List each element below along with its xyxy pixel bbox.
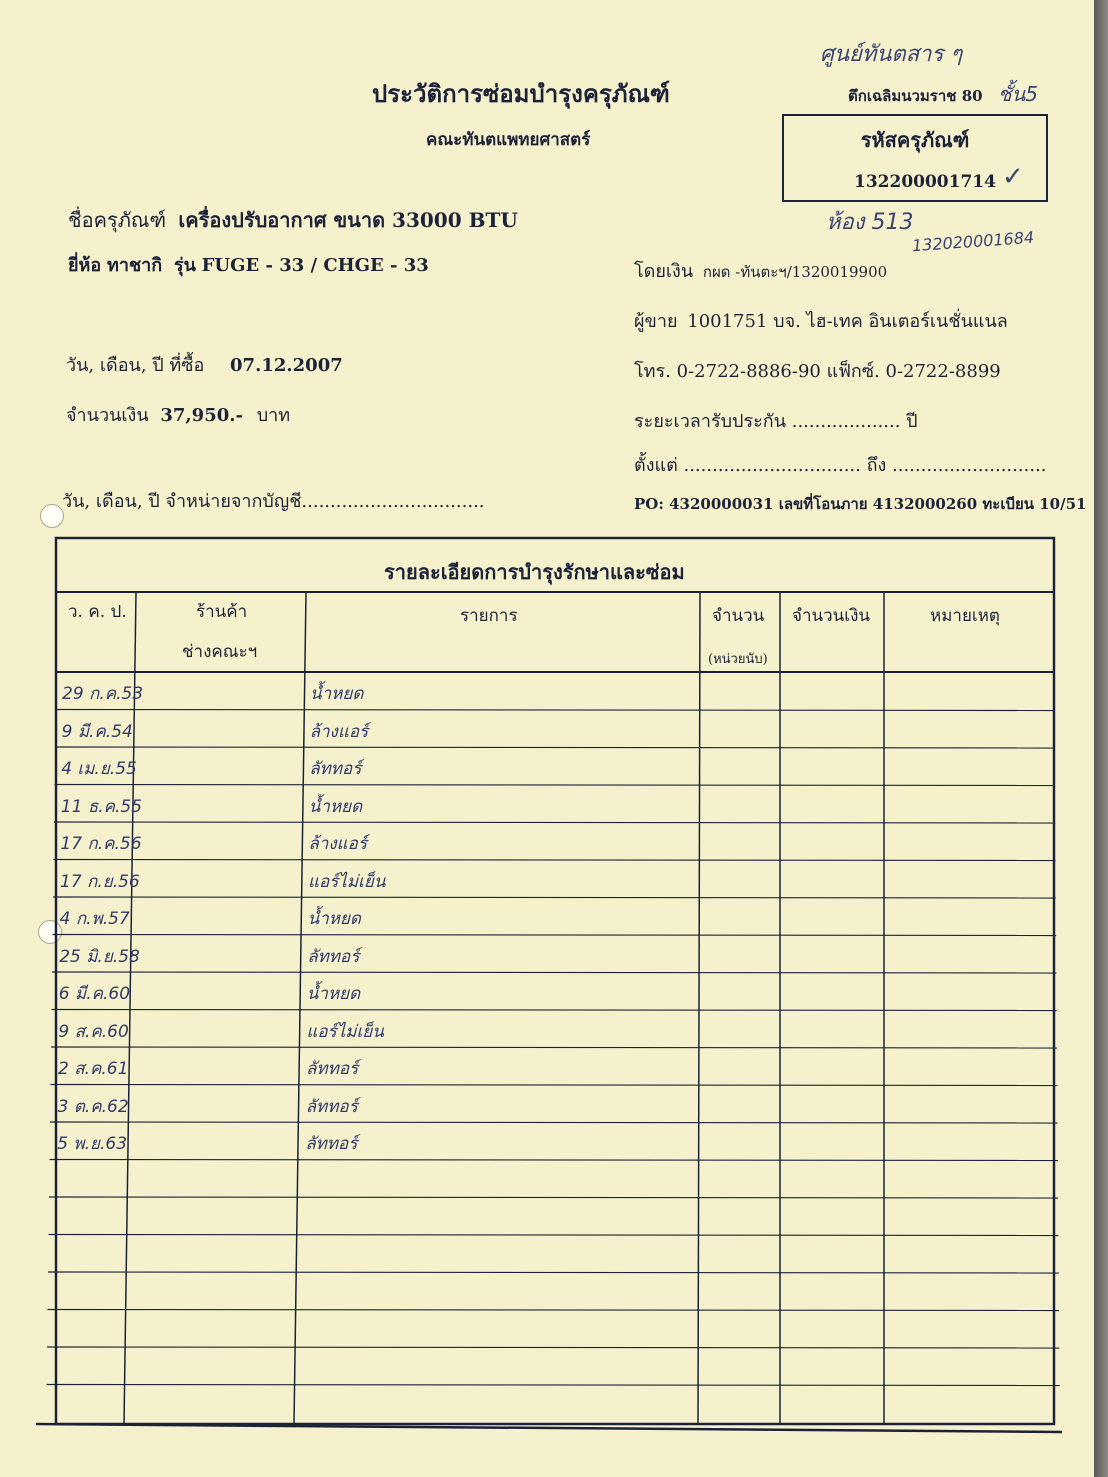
- purchase-date-value: 07.12.2007: [230, 355, 343, 376]
- po-line: PO: 4320000031 เลขที่โอนภาย 4132000260 ทะเบียน 10/51: [634, 495, 1087, 513]
- row-item: แอร์ไม่เย็น: [308, 871, 386, 892]
- purchase-date-label: วัน, เดือน, ปี ที่ซื้อ: [66, 355, 205, 376]
- seller-value: 1001751 บจ. ไฮ-เทค อินเตอร์เนชั่นแนล: [687, 311, 1008, 332]
- faculty-name: คณะทันตแพทยศาสตร์: [426, 130, 591, 150]
- table-row-line: [48, 1310, 1060, 1311]
- table-row-line: [47, 1385, 1060, 1386]
- row-date: 17 ก.ย.56: [60, 871, 140, 892]
- amount-label: จำนวนเงิน: [66, 405, 149, 426]
- row-date: 17 ก.ค.56: [60, 834, 142, 854]
- col-header-money: จำนวนเงิน: [792, 606, 871, 626]
- handwritten-room: ห้อง 513: [826, 210, 914, 235]
- table-row-line: [54, 860, 1056, 861]
- model-label: รุ่น: [173, 255, 196, 276]
- table-row-line: [54, 822, 1055, 823]
- table-row-line: [55, 747, 1055, 748]
- handwritten-floor: ชั้น5: [998, 82, 1038, 106]
- row-item: แอร์ไม่เย็น: [306, 1021, 384, 1042]
- row-date: 29 ก.ค.53: [62, 684, 144, 704]
- table-row-line: [49, 1235, 1059, 1236]
- row-date: 4 เม.ย.55: [61, 759, 137, 779]
- table-row-line: [51, 1085, 1058, 1086]
- fund-label: โดยเงิน: [634, 261, 694, 282]
- asset-code-label: รหัสครุภัณฑ์: [860, 128, 970, 152]
- table-row-line: [48, 1272, 1059, 1273]
- row-date: 9 ส.ค.60: [58, 1021, 129, 1042]
- row-date: 9 มี.ค.54: [61, 721, 133, 742]
- row-date: 3 ต.ค.62: [57, 1096, 129, 1117]
- table-row-line: [49, 1197, 1058, 1198]
- asset-name-value: เครื่องปรับอากาศ ขนาด 33000 BTU: [178, 208, 518, 232]
- col-header-date: ว. ค. ป.: [68, 602, 127, 622]
- table-row-line: [51, 1047, 1057, 1048]
- col-header-qty: จำนวน: [712, 606, 765, 626]
- handwritten-alt-code: 132020001684: [911, 227, 1035, 256]
- row-item: ล้างแอร์: [309, 721, 369, 742]
- disposal-date-line: วัน, เดือน, ปี จำหน่ายจากบัญชี................................: [62, 491, 485, 512]
- row-item: ลัททอร์: [305, 1134, 358, 1154]
- table-row-line: [55, 785, 1055, 786]
- col-header-note: หมายเหตุ: [930, 606, 1000, 626]
- asset-code-value: 132200001714: [854, 172, 996, 192]
- table-row-line: [52, 1010, 1057, 1011]
- table-row-line: [52, 972, 1056, 973]
- amount-unit: บาท: [256, 405, 291, 426]
- row-date: 25 มิ.ย.58: [59, 946, 140, 967]
- col-header-qty-unit: (หน่วยนับ): [708, 652, 768, 667]
- row-date: 4 ก.พ.57: [59, 909, 130, 929]
- row-item: ลัททอร์: [309, 759, 362, 779]
- asset-name-label: ชื่อครุภัณฑ์: [68, 208, 167, 232]
- row-date: 6 มี.ค.60: [58, 984, 131, 1004]
- amount-value: 37,950.-: [160, 405, 243, 426]
- row-date: 2 ส.ค.61: [58, 1059, 129, 1079]
- row-date: 5 พ.ย.63: [57, 1134, 128, 1154]
- fund-value: กผด -ทันตะฯ/1320019900: [702, 263, 888, 281]
- row-item: ล้างแอร์: [308, 834, 367, 854]
- col-header-shop-sub: ช่างคณะฯ: [182, 642, 258, 662]
- row-item: น้ำหยด: [310, 684, 364, 704]
- row-item: น้ำหยด: [308, 796, 363, 817]
- brand-label: ยี่ห้อ: [68, 255, 102, 276]
- col-header-item: รายการ: [460, 606, 518, 626]
- row-item: น้ำหยด: [307, 909, 361, 929]
- phone-fax-line: โทร. 0-2722-8886-90 แฟ็กซ์. 0-2722-8899: [634, 361, 1001, 382]
- page-edge-shadow: [1094, 0, 1108, 1477]
- brand-value: ทาชากิ: [106, 255, 163, 276]
- row-item: น้ำหยด: [306, 984, 361, 1004]
- table-title: รายละเอียดการบำรุงรักษาและซ่อม: [384, 560, 685, 584]
- table-row-line: [53, 897, 1056, 898]
- handwritten-center-name: ศูนย์ทันตสาร ๆ: [820, 42, 963, 67]
- row-item: ลัททอร์: [307, 946, 360, 967]
- table-row-line: [56, 710, 1055, 711]
- page-title: ประวัติการซ่อมบำรุงครุภัณฑ์: [372, 79, 670, 108]
- table-row-line: [50, 1160, 1058, 1161]
- row-item: ลัททอร์: [306, 1059, 359, 1079]
- row-item: ลัททอร์: [305, 1096, 358, 1117]
- row-date: 11 ธ.ค.55: [60, 796, 143, 817]
- table-row-line: [50, 1122, 1058, 1123]
- check-mark-icon: ✓: [1002, 162, 1024, 192]
- building-name: ตึกเฉลิมนวมราช 80: [848, 87, 983, 105]
- table-row-line: [47, 1347, 1059, 1348]
- warranty-period-line: ตั้งแต่ ............................... ถึง ...........................: [634, 455, 1047, 476]
- table-row-line: [53, 935, 1057, 936]
- model-value: FUGE - 33 / CHGE - 33: [201, 255, 429, 276]
- seller-label: ผู้ขาย: [634, 311, 678, 332]
- warranty-line: ระยะเวลารับประกัน ................... ปี: [634, 411, 918, 432]
- col-header-shop: ร้านค้า: [196, 602, 248, 622]
